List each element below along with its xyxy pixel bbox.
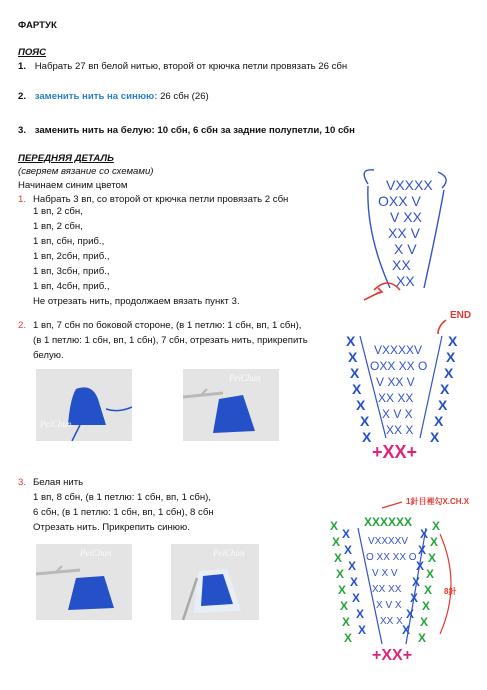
instruction-line: Не отрезать нить, продолжаем вязать пункт 3. — [33, 296, 240, 307]
watermark: PeiChun — [229, 373, 261, 383]
svg-text:XX V: XX V — [388, 225, 420, 241]
svg-text:X: X — [358, 623, 367, 637]
instruction-line: 1 вп, 2сбн, приб., — [33, 251, 110, 262]
page-title: ФАРТУК — [18, 20, 57, 31]
watermark: PeiChun — [213, 548, 245, 558]
svg-text:X V X: X V X — [376, 600, 402, 611]
svg-text:X: X — [448, 333, 458, 349]
photo-step-2b — [183, 369, 279, 441]
svg-text:X: X — [334, 551, 343, 565]
belt-step-2 — [18, 91, 209, 103]
svg-text:X: X — [420, 615, 429, 629]
svg-text:X: X — [348, 349, 358, 365]
instruction-line: Отрезать нить. Прикрепить синюю. — [33, 522, 190, 533]
svg-text:X: X — [360, 413, 370, 429]
watermark: PeiChun — [40, 419, 72, 429]
belt-heading: ПОЯС — [18, 47, 47, 58]
svg-text:X: X — [406, 607, 415, 621]
svg-text:X: X — [332, 535, 341, 549]
front-note: (сверяем вязание со схемами) — [18, 166, 154, 177]
step-number: 1. — [18, 61, 27, 72]
instruction-line: 1 вп, сбн, приб., — [33, 236, 105, 247]
crochet-diagram-step-1 — [360, 164, 456, 304]
svg-text:X: X — [410, 591, 419, 605]
step-number: 2. — [18, 320, 27, 331]
svg-text:X: X — [336, 567, 345, 581]
svg-text:X: X — [340, 599, 349, 613]
crochet-diagram-step-3 — [322, 494, 482, 670]
step-number: 2. — [18, 91, 27, 102]
instruction-line: (в 1 петлю: 1 сбн, вп, 1 сбн), 7 сбн, отрезать нить, прикрепить — [33, 335, 308, 346]
svg-text:OXX V: OXX V — [378, 193, 421, 209]
step-text: заменить нить на белую: 10 сбн, 6 сбн за задние полупетли, 10 сбн — [34, 125, 355, 136]
svg-text:VXXXXV: VXXXXV — [368, 536, 409, 547]
svg-text:X: X — [438, 397, 448, 413]
colored-instruction: заменить нить на синюю: — [34, 91, 158, 102]
instruction-line: 1 вп, 4сбн, приб., — [33, 281, 110, 292]
svg-text:X: X — [430, 429, 440, 445]
svg-text:X: X — [350, 365, 360, 381]
instruction-line: 1 вп, 2 сбн, — [33, 221, 83, 232]
front-start: Начинаем синим цветом — [18, 180, 128, 191]
instruction-line: 1 вп, 2 сбн, — [33, 206, 83, 217]
svg-text:X: X — [418, 631, 427, 645]
svg-text:X: X — [428, 551, 437, 565]
svg-text:X: X — [422, 599, 431, 613]
svg-text:X V: X V — [394, 241, 417, 257]
instruction-line: 1 вп, 8 сбн, (в 1 петлю: 1 сбн, вп, 1 сбн), — [33, 492, 212, 503]
svg-text:X: X — [356, 607, 365, 621]
step-number: 1. — [18, 194, 27, 205]
svg-text:XX: XX — [396, 273, 415, 289]
svg-text:XXXXXX: XXXXXX — [364, 515, 413, 529]
svg-text:X: X — [444, 365, 454, 381]
svg-text:X: X — [430, 535, 439, 549]
instruction-line: белую. — [33, 350, 64, 361]
svg-text:X: X — [344, 631, 353, 645]
svg-text:VXXXX: VXXXX — [386, 177, 433, 193]
svg-text:X: X — [402, 623, 411, 637]
svg-text:V X V: V X V — [372, 568, 398, 579]
watermark: PeiChun — [80, 548, 112, 558]
front-step-3-lines — [33, 477, 214, 534]
svg-text:X: X — [424, 583, 433, 597]
instruction-line: 1 вп, 7 сбн по боковой стороне, (в 1 петлю: 1 сбн, вп, 1 сбн), — [33, 320, 302, 331]
svg-text:X: X — [426, 567, 435, 581]
belt-step-1 — [18, 61, 347, 73]
svg-text:X: X — [346, 333, 356, 349]
svg-text:X V X: X V X — [382, 407, 413, 421]
photo-step-3b — [171, 544, 259, 620]
svg-text:X: X — [348, 559, 357, 573]
front-heading: ПЕРЕДНЯЯ ДЕТАЛЬ — [18, 153, 114, 164]
svg-text:X: X — [338, 583, 347, 597]
crochet-piece-image — [36, 369, 132, 441]
step-number: 3. — [18, 125, 27, 136]
crochet-diagram-step-2 — [338, 306, 476, 466]
svg-text:X: X — [362, 429, 372, 445]
svg-text:X: X — [342, 527, 351, 541]
svg-text:XX XX: XX XX — [378, 391, 414, 405]
svg-text:+XX+: +XX+ — [372, 647, 413, 664]
instruction-line: 1 вп, 3сбн, приб., — [33, 266, 110, 277]
svg-text:V XX V: V XX V — [376, 375, 415, 389]
step-text: Набрать 27 вп белой нитью, второй от крючка петли провязать 26 сбн — [34, 61, 348, 72]
svg-text:XX XX: XX XX — [372, 584, 402, 595]
svg-text:X: X — [352, 381, 362, 397]
front-step-2-lines — [33, 320, 308, 362]
svg-text:X: X — [440, 381, 450, 397]
step-number: 3. — [18, 477, 27, 488]
svg-text:OXX XX O: OXX XX O — [370, 359, 428, 373]
svg-text:X: X — [432, 519, 441, 533]
svg-text:X: X — [356, 397, 366, 413]
svg-text:X: X — [412, 575, 421, 589]
svg-text:X: X — [416, 559, 425, 573]
svg-text:X: X — [446, 349, 456, 365]
photo-step-3a — [36, 544, 132, 620]
svg-text:X: X — [418, 543, 427, 557]
front-step-1-lines — [33, 194, 288, 308]
svg-text:+XX+: +XX+ — [372, 442, 418, 462]
step-text: 26 сбн (26) — [157, 91, 209, 102]
svg-text:X: X — [350, 575, 359, 589]
instruction-line: Белая нить — [33, 477, 84, 488]
instruction-line: 6 сбн, (в 1 петлю: 1 сбн, вп, 1 сбн), 8 сбн — [33, 507, 214, 518]
svg-text:X: X — [352, 591, 361, 605]
stitch-count-label: 8針 — [444, 587, 457, 596]
svg-text:X: X — [342, 615, 351, 629]
row-note-label: 1針目裡勾X.CH.X — [406, 497, 470, 506]
svg-text:XX X: XX X — [380, 616, 403, 627]
svg-text:V XX: V XX — [390, 209, 422, 225]
svg-text:X: X — [420, 527, 429, 541]
belt-step-3 — [18, 125, 355, 137]
instruction-line: Набрать 3 вп, со второй от крючка петли провязать 2 сбн — [33, 194, 289, 205]
svg-text:X: X — [344, 543, 353, 557]
svg-text:X: X — [330, 519, 339, 533]
svg-text:X: X — [434, 413, 444, 429]
svg-text:O XX XX O: O XX XX O — [366, 552, 417, 563]
svg-text:XX X: XX X — [386, 423, 414, 437]
photo-step-2a — [36, 369, 132, 441]
end-label: END — [450, 310, 472, 321]
svg-text:VXXXXV: VXXXXV — [374, 343, 423, 357]
svg-text:XX: XX — [392, 257, 411, 273]
